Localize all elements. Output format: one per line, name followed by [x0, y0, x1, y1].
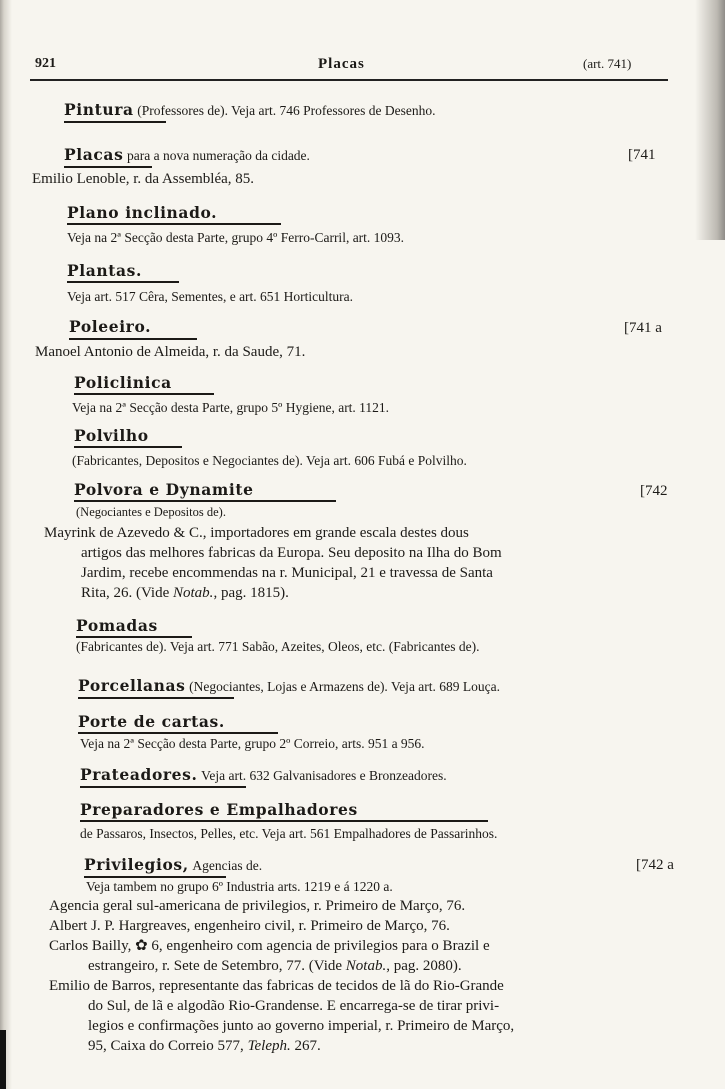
- listing: [88, 957, 462, 975]
- entry-subtitle: (Negociantes e Depositos de).: [76, 505, 226, 519]
- listing: Carlos Bailly, ✿ 6, engenheiro com agencia de privilegios para o Brazil e: [49, 938, 490, 954]
- header-rule: [30, 79, 668, 81]
- heading-underline: [80, 820, 488, 822]
- listing: Emilio de Barros, representante das fabricas de tecidos de lã do Rio-Grande: [49, 978, 504, 994]
- entry-heading: Porte de cartas.: [78, 712, 225, 731]
- listing-part: , pag. 2080).: [386, 958, 462, 974]
- entry-text: Veja art. 517 Cêra, Sementes, e art. 651 Horticultura.: [67, 289, 354, 304]
- entry-number: [741 a: [624, 320, 662, 336]
- entry-text: Agencias de.: [192, 858, 263, 873]
- entry-text: Veja na 2ª Secção desta Parte, grupo 5º Hygiene, art. 1121.: [72, 400, 390, 415]
- listing-part: Notab.: [173, 585, 214, 601]
- listing: [88, 1037, 321, 1055]
- entry-text: (Negociantes, Lojas e Armazens de). Veja art. 689 Louça.: [189, 679, 501, 694]
- listing-part: estrangeiro, r. Sete de Setembro, 77. (Vide: [88, 958, 346, 974]
- entry-text: para a nova numeração da cidade.: [127, 148, 310, 163]
- entry-privilegios: [84, 856, 262, 875]
- entry-heading: Prateadores.: [80, 765, 198, 784]
- entry-text: de Passaros, Insectos, Pelles, etc. Veja art. 561 Empalhadores de Passarinhos.: [80, 826, 498, 841]
- entry-heading: Poleeiro.: [69, 317, 152, 336]
- entry-number: [742 a: [636, 857, 674, 873]
- entry-text: Veja na 2ª Secção desta Parte, grupo 4º Ferro-Carril, art. 1093.: [67, 230, 405, 245]
- listing: Agencia geral sul-americana de privilegios, r. Primeiro de Março, 76.: [49, 898, 466, 914]
- listing: Emilio Lenoble, r. da Assembléa, 85.: [32, 171, 255, 187]
- entry-heading: Plantas.: [67, 261, 142, 280]
- entry-heading: Preparadores e Empalhadores: [80, 800, 358, 819]
- page-edge-shadow-right: [695, 0, 725, 240]
- listing-part: Rita, 26. (Vide: [81, 585, 173, 601]
- entry-heading: Pomadas: [76, 616, 158, 635]
- listing-part: 267.: [290, 1038, 321, 1054]
- heading-underline: [64, 121, 166, 123]
- entry-heading: Placas: [64, 145, 124, 164]
- heading-underline: [74, 500, 336, 502]
- entry-pintura: [64, 101, 435, 120]
- entry-prateadores: [80, 766, 447, 785]
- entry-porcellanas: [78, 677, 500, 696]
- entry-heading: Porcellanas: [78, 676, 186, 695]
- entry-heading: Polvora e Dynamite: [74, 480, 254, 499]
- heading-underline: [64, 166, 152, 168]
- binding-mark: [0, 1030, 6, 1089]
- listing: legios e confirmações junto ao governo imperial, r. Primeiro de Março,: [88, 1018, 515, 1034]
- page-title: Placas: [318, 56, 365, 72]
- heading-underline: [69, 338, 197, 340]
- heading-underline: [74, 446, 182, 448]
- entry-number: [741: [628, 147, 656, 163]
- listing: artigos das melhores fabricas da Europa. Seu deposito na Ilha do Bom: [81, 545, 502, 561]
- entry-heading: Privilegios,: [84, 855, 189, 874]
- entry-heading: Pintura: [64, 100, 134, 119]
- entry-text: (Fabricantes, Depositos e Negociantes de). Veja art. 606 Fubá e Polvilho.: [72, 453, 467, 468]
- entry-text: (Fabricantes de). Veja art. 771 Sabão, Azeites, Oleos, etc. (Fabricantes de).: [76, 639, 480, 654]
- page-edge-shadow: [0, 0, 12, 1089]
- listing-part: Teleph.: [247, 1038, 291, 1054]
- listing-part: , pag. 1815).: [213, 585, 289, 601]
- listing: Mayrink de Azevedo & C., importadores em grande escala destes dous: [44, 525, 469, 541]
- entry-placas: [64, 146, 310, 165]
- heading-underline: [80, 786, 246, 788]
- listing-part: 95, Caixa do Correio 577,: [88, 1038, 248, 1054]
- listing: Manoel Antonio de Almeida, r. da Saude, 71.: [35, 344, 306, 360]
- entry-text: Veja na 2ª Secção desta Parte, grupo 2º Correio, arts. 951 a 956.: [80, 736, 425, 751]
- article-range: (art. 741): [583, 56, 632, 71]
- entry-heading: Plano inclinado.: [67, 203, 218, 222]
- entry-heading: Policlinica: [74, 373, 172, 392]
- entry-number: [742: [640, 483, 668, 499]
- entry-subtitle: Veja tambem no grupo 6º Industria arts. 1219 e á 1220 a.: [86, 879, 393, 894]
- heading-underline: [78, 732, 278, 734]
- listing-part: Notab.: [345, 958, 387, 974]
- heading-underline: [78, 697, 234, 699]
- heading-underline: [74, 393, 214, 395]
- listing: Albert J. P. Hargreaves, engenheiro civil, r. Primeiro de Março, 76.: [49, 918, 450, 934]
- entry-text: Veja art. 632 Galvanisadores e Bronzeadores.: [201, 768, 447, 783]
- entry-text: (Professores de). Veja art. 746 Professores de Desenho.: [137, 103, 436, 118]
- heading-underline: [67, 281, 179, 283]
- listing: Jardim, recebe encommendas na r. Municipal, 21 e travessa de Santa: [81, 565, 493, 581]
- heading-underline: [67, 223, 281, 225]
- page-number: 921: [35, 56, 56, 71]
- listing: [81, 584, 289, 602]
- listing: do Sul, de lã e algodão Rio-Grandense. E encarrega-se de tirar privi-: [88, 998, 500, 1014]
- entry-heading: Polvilho: [74, 426, 149, 445]
